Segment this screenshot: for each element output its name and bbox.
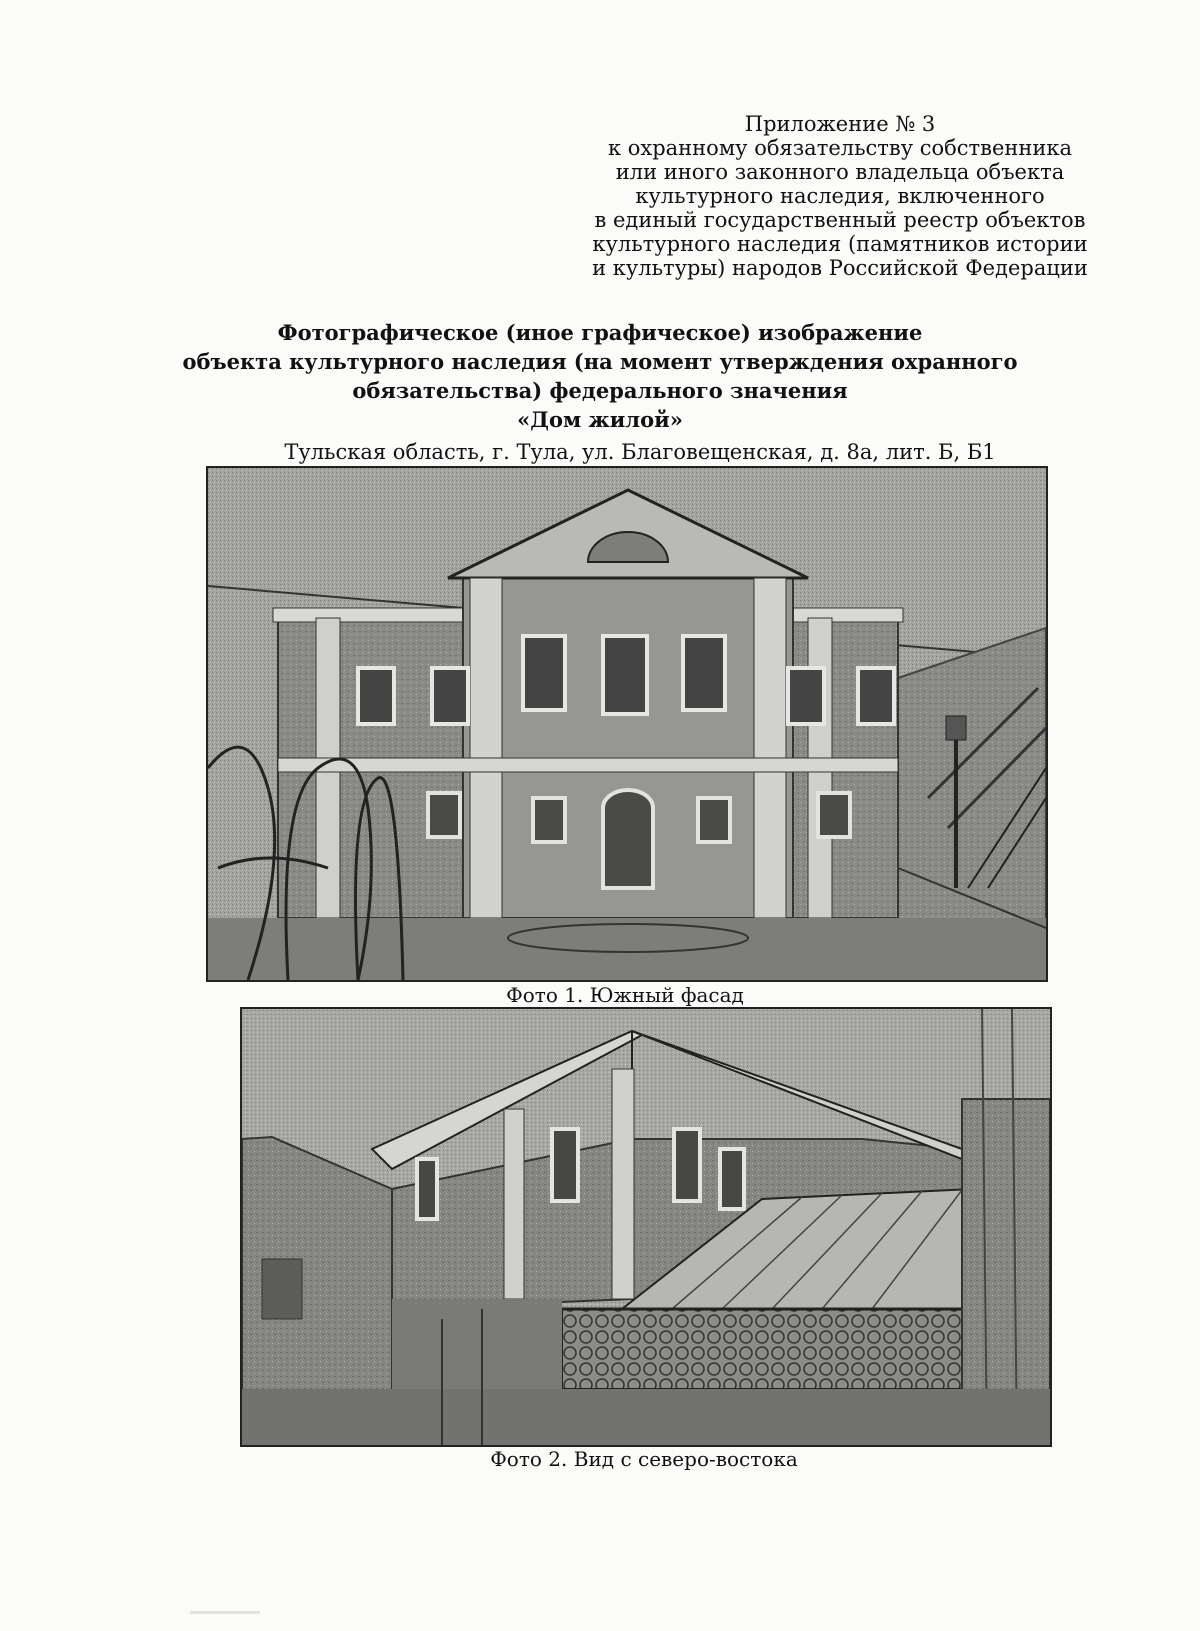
title-line: объекта культурного наследия (на момент утверждения охранного xyxy=(182,349,1018,374)
document-title xyxy=(150,318,1050,434)
photo-north-east-view-image xyxy=(242,1009,1050,1445)
scan-artifact xyxy=(190,1610,260,1616)
appendix-line: культурного наследия (памятников истории xyxy=(592,232,1088,256)
photo-south-facade-image xyxy=(208,468,1046,980)
photo-north-east-view xyxy=(240,1007,1052,1447)
appendix-line: Приложение № 3 xyxy=(744,112,936,136)
photo-caption: Фото 2. Вид с северо-востока xyxy=(490,1447,798,1471)
appendix-line: культурного наследия, включенного xyxy=(635,184,1045,208)
appendix-header xyxy=(560,112,1120,280)
appendix-line: в единый государственный реестр объектов xyxy=(594,208,1086,232)
title-line: Фотографическое (иное графическое) изображение xyxy=(277,320,923,345)
photo-south-facade xyxy=(206,466,1048,982)
title-line: «Дом жилой» xyxy=(517,407,683,432)
title-line: обязательства) федерального значения xyxy=(352,378,848,403)
appendix-line: и культуры) народов Российской Федерации xyxy=(592,256,1088,280)
photo-caption: Фото 1. Южный фасад xyxy=(506,983,744,1007)
appendix-line: или иного законного владельца объекта xyxy=(615,160,1065,184)
appendix-line: к охранному обязательству собственника xyxy=(607,136,1073,160)
object-address: Тульская область, г. Тула, ул. Благовещенская, д. 8а, лит. Б, Б1 xyxy=(284,440,996,464)
